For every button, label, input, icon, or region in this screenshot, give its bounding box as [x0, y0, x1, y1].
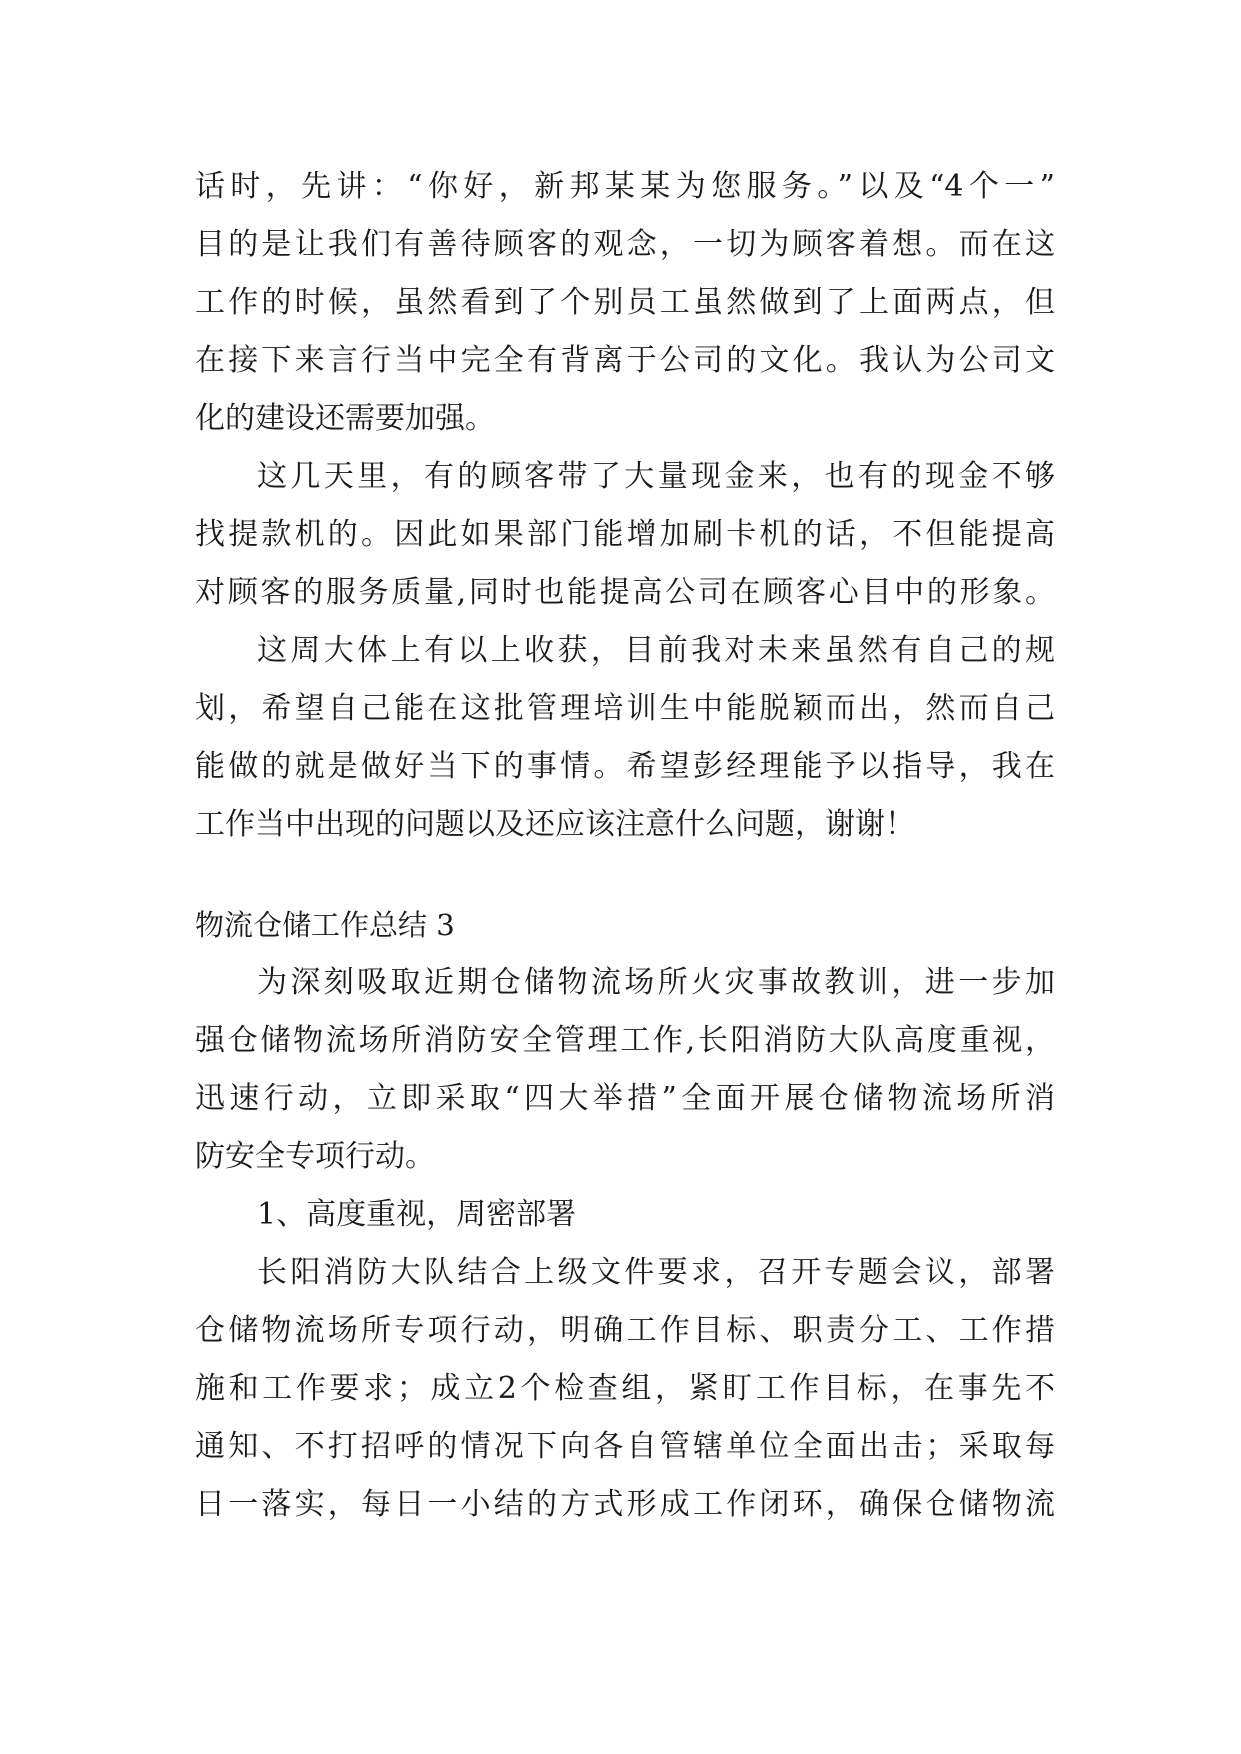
- text-line: 对顾客的服务质量,同时也能提高公司在顾客心目中的形象。: [195, 575, 1055, 610]
- text-line: 施和工作要求；成立2个检查组，紧盯工作目标，在事先不: [195, 1371, 1055, 1406]
- paragraph: [195, 158, 1055, 448]
- subheading: [195, 1186, 1055, 1244]
- section-spacer: [195, 854, 1055, 896]
- text-line: 这周大体上有以上收获，目前我对未来虽然有自己的规: [257, 633, 1055, 668]
- text-line: 这几天里，有的顾客带了大量现金来，也有的现金不够: [257, 459, 1055, 494]
- text-line: 强仓储物流场所消防安全管理工作,长阳消防大队高度重视，: [195, 1023, 1055, 1058]
- section-title: 物流仓储工作总结 3: [195, 908, 455, 942]
- text-line: 日一落实，每日一小结的方式形成工作闭环，确保仓储物流: [195, 1487, 1055, 1522]
- text-line: 话时，先讲：“你好，新邦某某为您服务。”以及“4个一”: [195, 169, 1055, 204]
- paragraph: [195, 954, 1055, 1186]
- paragraph: [195, 1244, 1055, 1534]
- text-line: 找提款机的。因此如果部门能增加刷卡机的话，不但能提高: [195, 517, 1055, 552]
- text-line: 工作当中出现的问题以及还应该注意什么问题，谢谢！: [195, 807, 915, 842]
- text-line: 迅速行动，立即采取“四大举措”全面开展仓储物流场所消: [195, 1081, 1055, 1116]
- paragraph: [195, 622, 1055, 854]
- text-line: 1、高度重视，周密部署: [257, 1197, 577, 1232]
- text-line: 目的是让我们有善待顾客的观念，一切为顾客着想。而在这: [195, 227, 1055, 262]
- text-line: 工作的时候，虽然看到了个别员工虽然做到了上面两点，但: [195, 285, 1055, 320]
- text-line: 仓储物流场所专项行动，明确工作目标、职责分工、工作措: [195, 1313, 1055, 1348]
- text-line: 在接下来言行当中完全有背离于公司的文化。我认为公司文: [195, 343, 1055, 378]
- document-page: [195, 158, 1055, 1534]
- text-line: 通知、不打招呼的情况下向各自管辖单位全面出击；采取每: [195, 1429, 1055, 1464]
- text-line: 能做的就是做好当下的事情。希望彭经理能予以指导，我在: [195, 749, 1055, 784]
- text-line: 化的建设还需要加强。: [195, 401, 495, 436]
- text-line: 防安全专项行动。: [195, 1139, 435, 1174]
- text-line: 划，希望自己能在这批管理培训生中能脱颖而出，然而自己: [195, 691, 1055, 726]
- text-line: 为深刻吸取近期仓储物流场所火灾事故教训，进一步加: [257, 965, 1055, 1000]
- text-line: 长阳消防大队结合上级文件要求，召开专题会议，部署: [257, 1255, 1055, 1290]
- paragraph: [195, 448, 1055, 622]
